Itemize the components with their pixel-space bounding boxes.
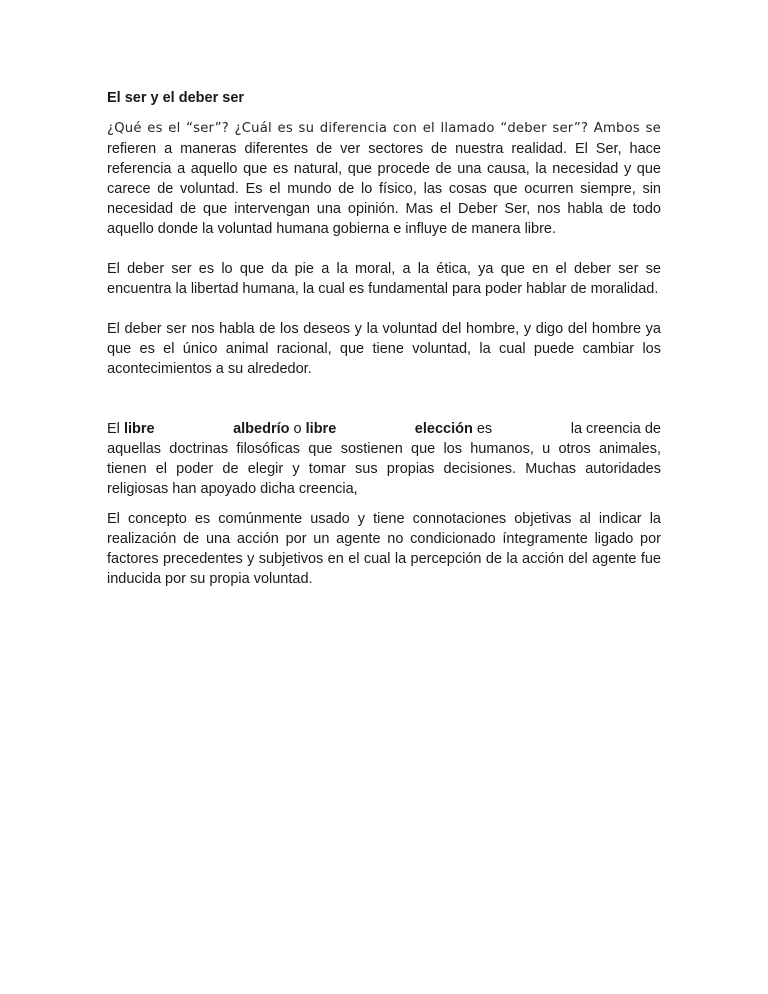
paragraph-1 <box>107 118 661 239</box>
p4-bold-libre-2: libre <box>305 421 337 437</box>
document-title: El ser y el deber ser <box>107 90 245 106</box>
p4-bold-eleccion: elección <box>414 421 473 437</box>
paragraph-3: El deber ser nos habla de los deseos y la voluntad del hombre, y digo del hombre ya que es el único animal racional, que tiene voluntad, la cual puede cambiar los acontecimientos a su alrededor. <box>107 321 661 377</box>
p4-bold-albedrio: albedrío <box>233 421 290 437</box>
p4-word: El libre <box>107 421 155 437</box>
p4-word: elección es <box>414 421 493 437</box>
p4-word: la creencia de <box>570 421 661 437</box>
paragraph-5: El concepto es comúnmente usado y tiene connotaciones objetivas al indicar la realización de una acción por un agente no condicionado íntegramente ligado por factores precedentes y subjetivos en el cual la percepción de la acción del agente fue inducida por su propia voluntad. <box>107 511 661 587</box>
paragraph-4-first-line <box>107 419 661 439</box>
paragraph-1-body: refieren a maneras diferentes de ver sectores de nuestra realidad. El Ser, hace referencia a aquello que es natural, que procede de una causa, la necesidad y que carece de voluntad. Es el mundo de lo físico, las cosas que ocurren siempre, sin necesidad de que intervengan una opinión. Mas el Deber Ser, nos habla de todo aquello donde la voluntad humana gobierna e influye de manera libre. <box>107 141 661 237</box>
document-page <box>107 88 661 589</box>
p4-word: albedrío o libre <box>233 421 337 437</box>
paragraph-4-body: aquellas doctrinas filosóficas que sostienen que los humanos, u otros animales, tienen el poder de elegir y tomar sus propias decisiones. Muchas autoridades religiosas han apoyado dicha creencia, <box>107 441 661 497</box>
paragraph-4 <box>107 419 661 499</box>
paragraph-2: El deber ser es lo que da pie a la moral, a la ética, ya que en el deber ser se encuentra la libertad humana, la cual es fundamental para poder hablar de moralidad. <box>107 261 661 297</box>
p4-bold-libre: libre <box>123 421 155 437</box>
paragraph-1-first-line: ¿Qué es el “ser”? ¿Cuál es su diferencia con el llamado “deber ser”? Ambos se <box>107 121 661 136</box>
